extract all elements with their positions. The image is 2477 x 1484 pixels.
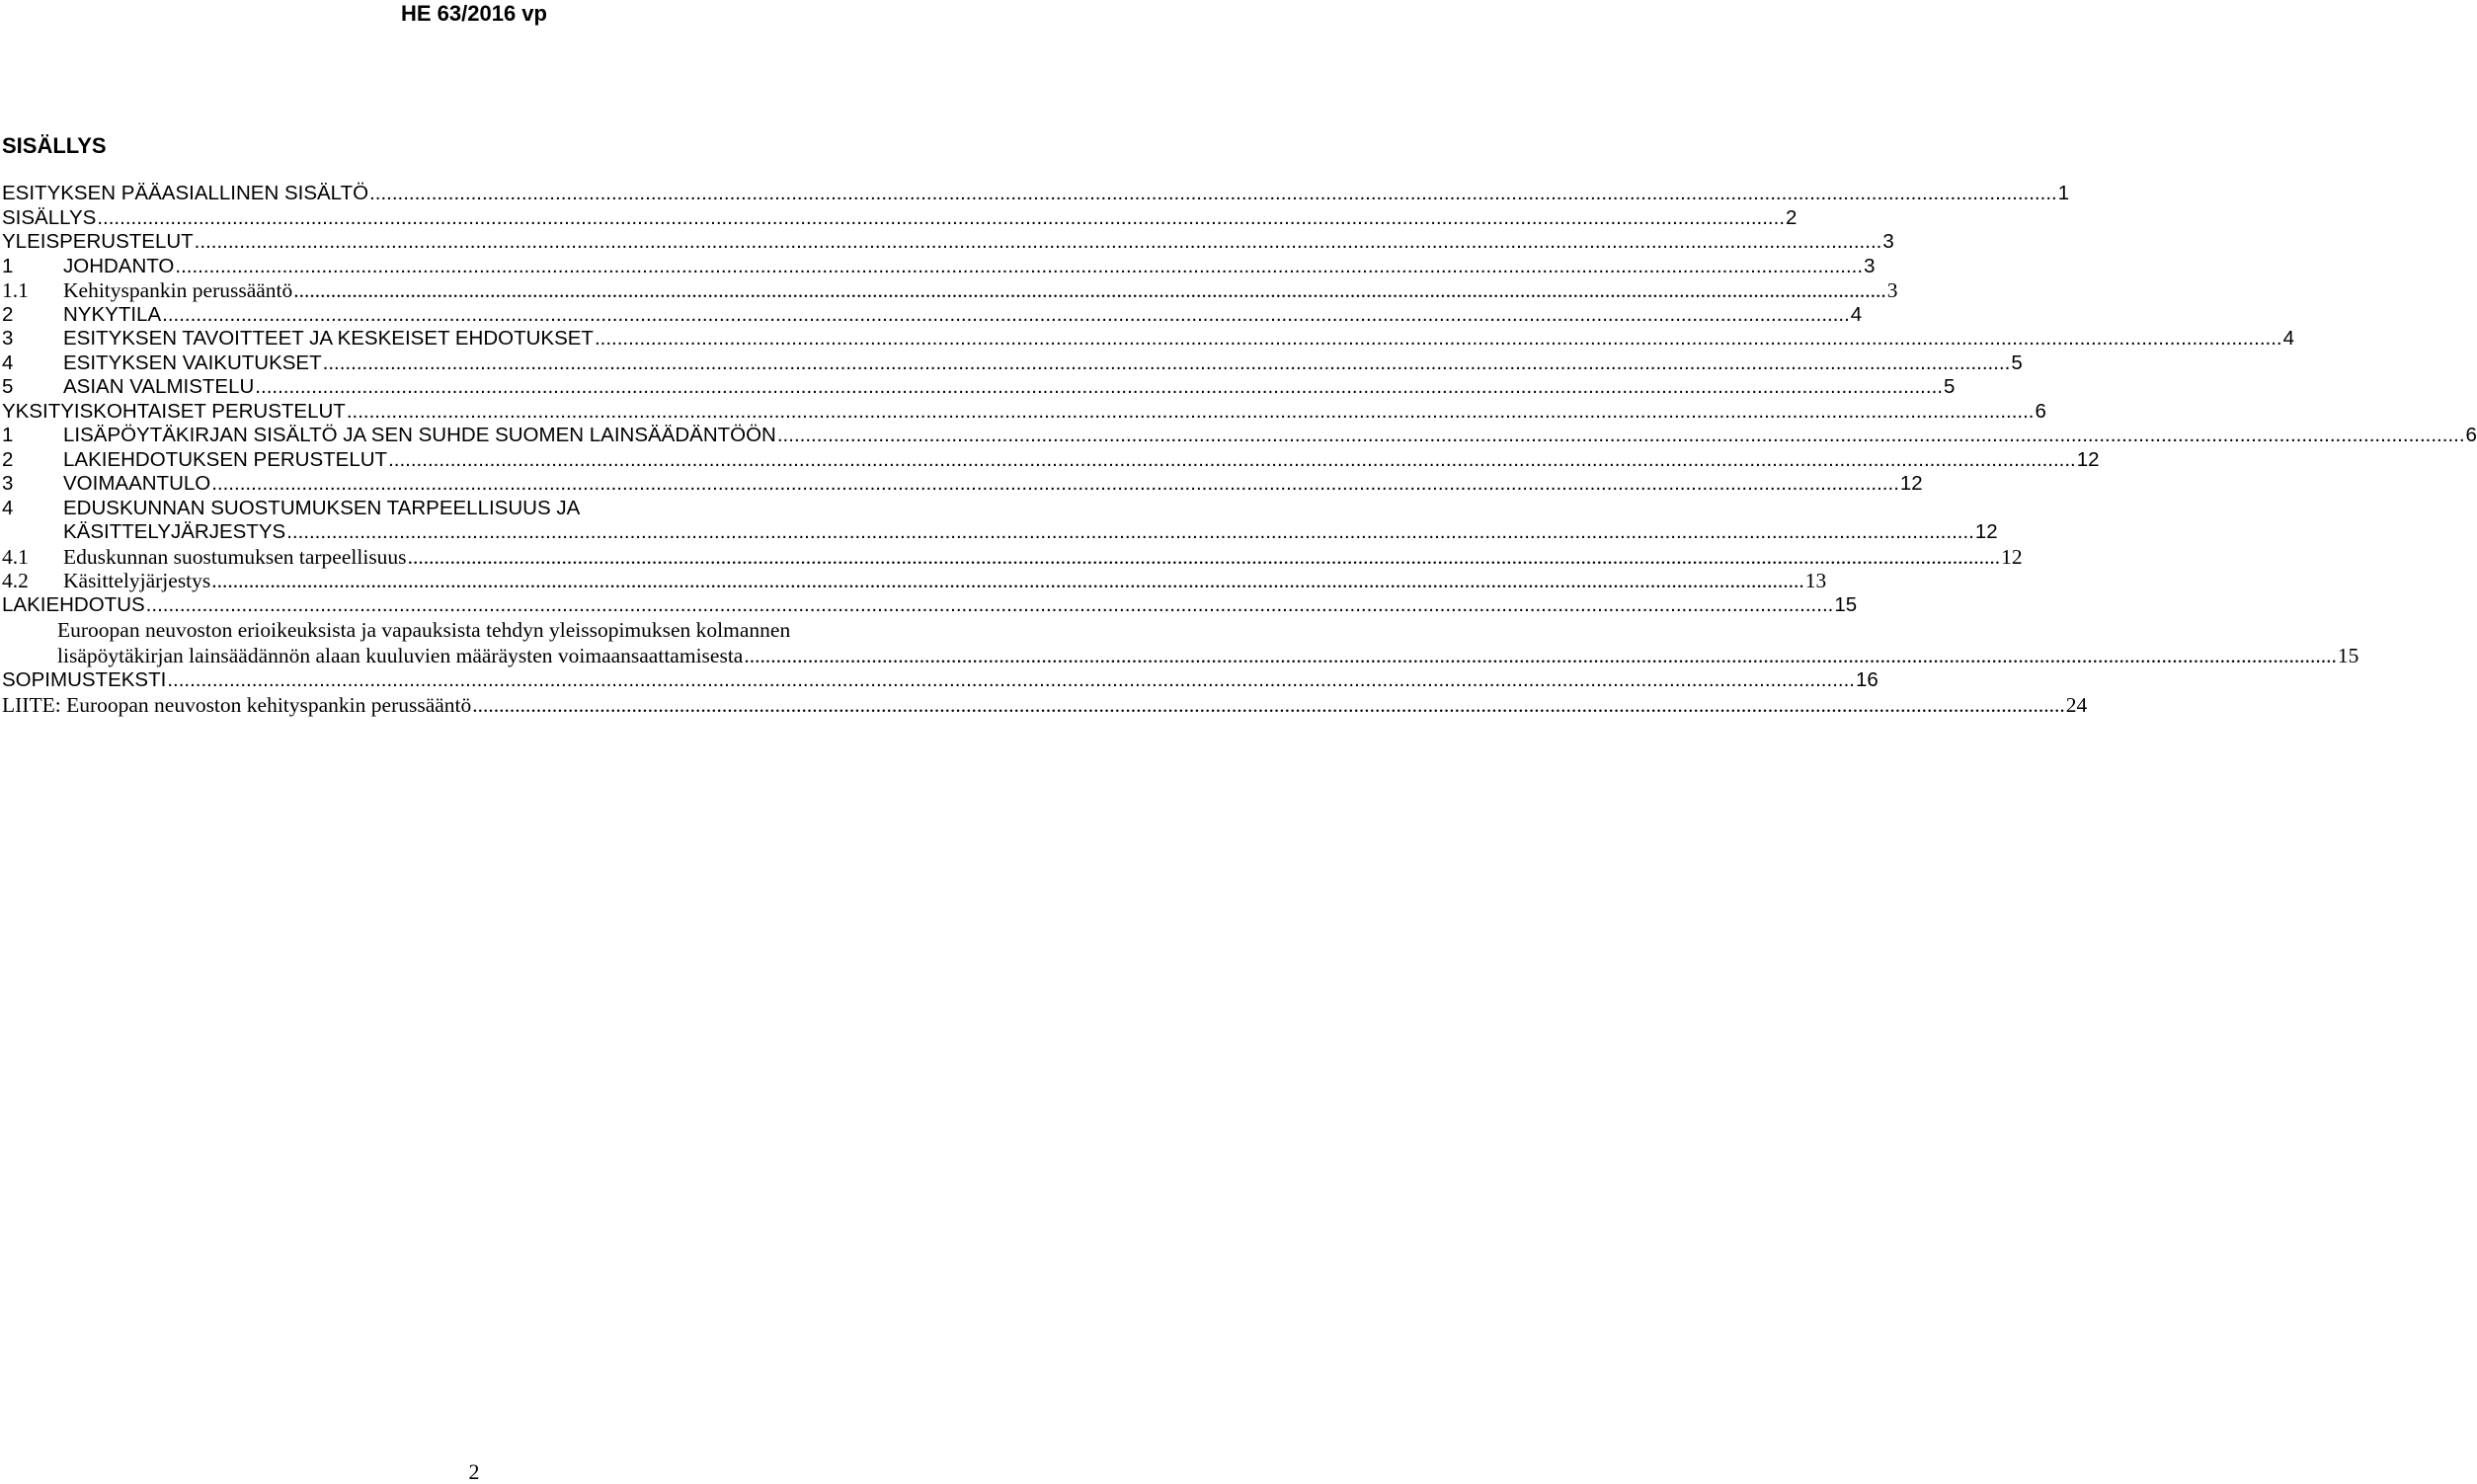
toc-leader: ............................................................................................................................................................................................................................................................................................................ (744, 644, 2337, 667)
toc-entry-label: SOPIMUSTEKSTI (2, 668, 167, 691)
toc-entry-continuation[interactable] (2, 520, 1998, 545)
toc-entry[interactable] (2, 592, 1858, 618)
toc-entry[interactable] (2, 497, 944, 521)
toc-entry[interactable] (2, 569, 1827, 593)
toc-entry-number: 3 (2, 327, 14, 350)
toc-entry-page: 3 (1864, 254, 1876, 277)
toc-entry-page: 2 (1786, 205, 1798, 229)
toc-entry[interactable] (2, 472, 1923, 497)
toc-entry-number: 1 (2, 424, 14, 446)
toc-entry-label: ESITYKSEN VAIKUTUKSET (63, 351, 322, 374)
toc-leader: ............................................................................................................................................................................................................................................................................................................ (472, 692, 2065, 717)
toc-entry-label: Kehityspankin perussääntö (63, 278, 293, 302)
toc-entry-label: ASIAN VALMISTELU (63, 375, 255, 398)
toc-entry-label-line2: KÄSITTELYJÄRJESTYS (63, 520, 286, 543)
toc-entry[interactable] (2, 375, 1956, 400)
toc-entry-label: NYKYTILA (63, 302, 162, 326)
toc-entry-number: 4.1 (2, 544, 29, 569)
toc-entry-number: 4.2 (2, 569, 29, 592)
toc-leader: ............................................................................................................................................................................................................................................................................................................ (388, 447, 2076, 471)
toc-entry-label: LAKIEHDOTUKSEN PERUSTELUT (63, 447, 388, 471)
toc-entry-continuation[interactable] (2, 643, 2359, 668)
toc-entry-page: 15 (1834, 592, 1858, 616)
toc-leader: ............................................................................................................................................................................................................................................................................................................ (776, 424, 2465, 446)
toc-leader: ............................................................................................................................................................................................................................................................................................................ (346, 399, 2035, 423)
toc-entry-label: VOIMAANTULO (63, 472, 211, 495)
toc-entry[interactable] (2, 351, 2023, 376)
toc-leader: ............................................................................................................................................................................................................................................................................................................ (194, 230, 1882, 253)
toc-entry-number: 5 (2, 375, 14, 398)
toc-entry-page: 1 (2057, 182, 2070, 204)
toc-entry-label: ESITYKSEN TAVOITTEET JA KESKEISET EHDOTUKSET (63, 327, 594, 350)
toc-leader: ............................................................................................................................................................................................................................................................................................................ (162, 302, 1850, 326)
toc-entry[interactable] (2, 544, 2023, 570)
toc-entry-label: SISÄLLYS (2, 205, 97, 229)
toc-entry-label: LIITE: Euroopan neuvoston kehityspankin perussääntö (2, 692, 472, 717)
toc-leader: ............................................................................................................................................................................................................................................................................................................ (167, 668, 1855, 691)
toc-entry-number: 1 (2, 254, 14, 277)
toc-entry-number: 4 (2, 351, 14, 374)
toc-title: SISÄLLYS (2, 133, 107, 158)
toc-entry-page: 4 (2282, 327, 2295, 350)
toc-entry-page: 13 (1804, 569, 1827, 592)
toc-leader: ............................................................................................................................................................................................................................................................................................................ (211, 569, 1804, 592)
document-header: HE 63/2016 vp (401, 1, 547, 26)
toc-entry[interactable] (2, 447, 2100, 473)
toc-entry-number: 2 (2, 302, 14, 326)
toc-entry-label: LISÄPÖYTÄKIRJAN SISÄLTÖ JA SEN SUHDE SUOMEN LAINSÄÄDÄNTÖÖN (63, 424, 776, 446)
toc-leader: ............................................................................................................................................................................................................................................................................................................ (407, 544, 2001, 569)
toc-entry-page: 12 (1899, 472, 1923, 495)
toc-leader: ............................................................................................................................................................................................................................................................................................................ (322, 351, 2011, 374)
toc-entry[interactable] (2, 278, 1898, 303)
toc-entry-label: LAKIEHDOTUS (2, 592, 145, 616)
toc-entry[interactable] (2, 617, 944, 643)
toc-entry-label-line2: lisäpöytäkirjan lainsäädännön alaan kuuluvien määräysten voimaansaattamisesta (57, 644, 744, 667)
toc-entry-page: 12 (1974, 520, 1998, 543)
toc-entry-page: 12 (2001, 544, 2023, 569)
toc-leader: ............................................................................................................................................................................................................................................................................................................ (211, 472, 1899, 495)
toc-entry-page: 16 (1855, 668, 1878, 691)
toc-entry-page: 3 (1882, 230, 1894, 253)
table-of-contents (2, 182, 2477, 717)
page-number: 2 (468, 1459, 480, 1484)
toc-entry-number: 3 (2, 472, 14, 495)
toc-leader: ............................................................................................................................................................................................................................................................................................................ (255, 375, 1943, 398)
toc-entry-label: ESITYKSEN PÄÄASIALLINEN SISÄLTÖ (2, 182, 369, 204)
toc-leader: ............................................................................................................................................................................................................................................................................................................ (293, 278, 1886, 302)
toc-entry-number: 4 (2, 496, 14, 519)
toc-leader: ............................................................................................................................................................................................................................................................................................................ (97, 205, 1786, 229)
toc-entry-page: 4 (1850, 302, 1863, 326)
toc-entry-page: 6 (2465, 424, 2477, 446)
toc-entry-label: YLEISPERUSTELUT (2, 230, 194, 253)
toc-entry-label: Euroopan neuvoston erioikeuksista ja vapauksista tehdyn yleissopimuksen kolmannen (57, 618, 791, 642)
toc-leader: ............................................................................................................................................................................................................................................................................................................ (175, 254, 1864, 277)
toc-leader: ............................................................................................................................................................................................................................................................................................................ (145, 592, 1834, 616)
toc-entry[interactable] (2, 254, 1876, 279)
toc-entry-page: 24 (2065, 692, 2088, 717)
toc-entry-number: 1.1 (2, 278, 29, 302)
toc-entry[interactable] (2, 327, 2295, 351)
toc-entry-page: 15 (2337, 644, 2359, 667)
toc-entry-number: 2 (2, 447, 14, 471)
toc-entry-label: Käsittelyjärjestys (63, 569, 211, 592)
toc-entry[interactable] (2, 399, 2046, 425)
toc-entry[interactable] (2, 302, 1863, 328)
toc-entry[interactable] (2, 668, 1878, 693)
toc-entry-label: JOHDANTO (63, 254, 175, 277)
toc-entry[interactable] (2, 692, 2088, 718)
toc-leader: ............................................................................................................................................................................................................................................................................................................ (594, 327, 2282, 350)
toc-entry-page: 5 (1943, 375, 1956, 398)
toc-entry[interactable] (2, 205, 1798, 231)
toc-entry[interactable] (2, 424, 2477, 448)
toc-entry-label: YKSITYISKOHTAISET PERUSTELUT (2, 399, 346, 423)
toc-leader: ............................................................................................................................................................................................................................................................................................................ (369, 182, 2057, 204)
toc-entry-page: 3 (1886, 278, 1898, 302)
toc-entry-label: EDUSKUNNAN SUOSTUMUKSEN TARPEELLISUUS JA (63, 496, 581, 519)
toc-entry-label: Eduskunnan suostumuksen tarpeellisuus (63, 544, 407, 569)
toc-entry-page: 6 (2035, 399, 2046, 423)
toc-leader: ............................................................................................................................................................................................................................................................................................................ (286, 520, 1974, 543)
toc-entry-page: 12 (2076, 447, 2100, 471)
toc-entry[interactable] (2, 182, 2070, 206)
toc-entry[interactable] (2, 230, 1894, 255)
toc-entry-page: 5 (2011, 351, 2023, 374)
